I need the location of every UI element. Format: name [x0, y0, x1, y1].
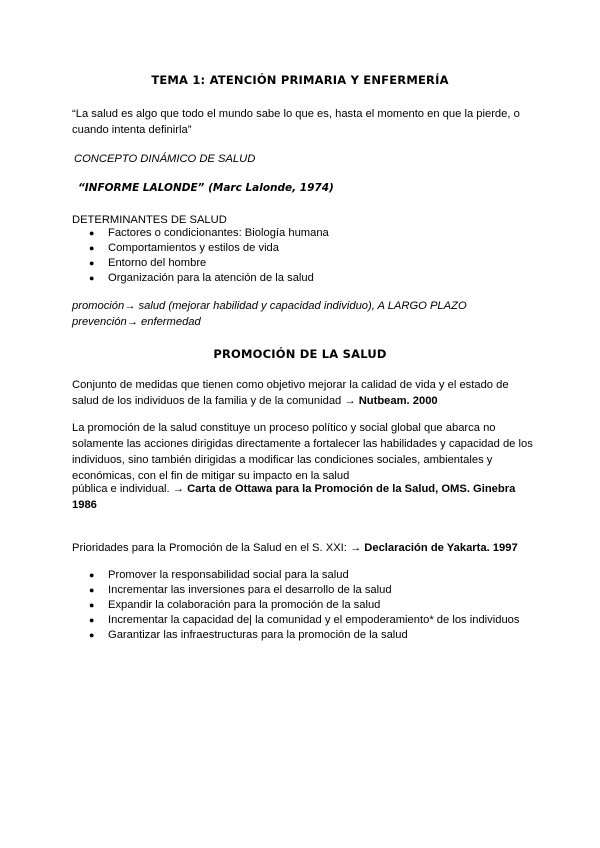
bullet-icon: ●	[89, 273, 95, 283]
determinants-heading: DETERMINANTES DE SALUD	[72, 214, 227, 226]
concept-heading: CONCEPTO DINÁMICO DE SALUD	[74, 153, 256, 165]
list-item: ● Comportamientos y estilos de vida	[89, 242, 279, 254]
list-item: ● Incrementar la capacidad de| la comunidad y el empoderamiento* de los individuos	[89, 614, 520, 626]
promotion-note: promoción→ salud (mejorar habilidad y capacidad individuo), A LARGO PLAZO	[72, 300, 467, 312]
bullet-icon: ●	[89, 228, 95, 238]
section-title: PROMOCIÓN DE LA SALUD	[213, 347, 387, 361]
list-item: ● Promover la responsabilidad social para la salud	[89, 569, 349, 581]
ottawa-source: Carta de Ottawa para la Promoción de la Salud, OMS. Ginebra 1986	[72, 483, 516, 511]
definition-paragraph: Conjunto de medidas que tienen como objetivo mejorar la calidad de vida y el estado de salud de los individuos de la familia y de la comunidad → Nutbeam. 2000	[72, 379, 509, 407]
bullet-icon: ●	[89, 630, 95, 640]
priorities-intro: Prioridades para la Promoción de la Salud en el S. XXI: → Declaración de Yakarta. 1997	[72, 542, 518, 554]
bullet-icon: ●	[89, 570, 95, 580]
list-item: ● Organización para la atención de la salud	[89, 272, 314, 284]
list-item: ● Entorno del hombre	[89, 257, 207, 269]
bullet-icon: ●	[89, 258, 95, 268]
list-item: ● Expandir la colaboración para la promoción de la salud	[89, 599, 381, 611]
ottawa-paragraph: La promoción de la salud constituye un proceso político y social global que abarca no solamente las acciones dirigidas directamente a fortalecer las habilidades y capacidad de los individuos, sino también dirigidas a modificar las condiciones sociales, ambientales y económicas, con el fin de mitigar su impacto en la salud	[72, 422, 533, 482]
ottawa-citation: pública e individual. → Carta de Ottawa para la Promoción de la Salud, OMS. Ginebra 1986	[72, 483, 516, 511]
determinants-list	[72, 226, 329, 286]
page-title: TEMA 1: ATENCIÓN PRIMARIA Y ENFERMERÍA	[151, 73, 449, 87]
bullet-icon: ●	[89, 600, 95, 610]
bullet-icon: ●	[89, 615, 95, 625]
bullet-icon: ●	[89, 585, 95, 595]
list-item: ● Incrementar las inversiones para el desarrollo de la salud	[89, 584, 392, 596]
bullet-icon: ●	[89, 243, 95, 253]
quote-paragraph: “La salud es algo que todo el mundo sabe lo que es, hasta el momento en que la pierde, o cuando intenta definirla”	[72, 108, 520, 136]
list-item: ● Garantizar las infraestructuras para la promoción de la salud	[89, 629, 408, 641]
priorities-source: Declaración de Yakarta. 1997	[364, 542, 518, 554]
list-item: ● Factores o condicionantes: Biología humana	[89, 227, 329, 239]
lalonde-heading: “INFORME LALONDE” (Marc Lalonde, 1974)	[78, 182, 334, 194]
priorities-list	[72, 568, 520, 643]
prevention-note: prevención→ enfermedad	[72, 316, 201, 328]
definition-source: Nutbeam. 2000	[358, 395, 438, 407]
